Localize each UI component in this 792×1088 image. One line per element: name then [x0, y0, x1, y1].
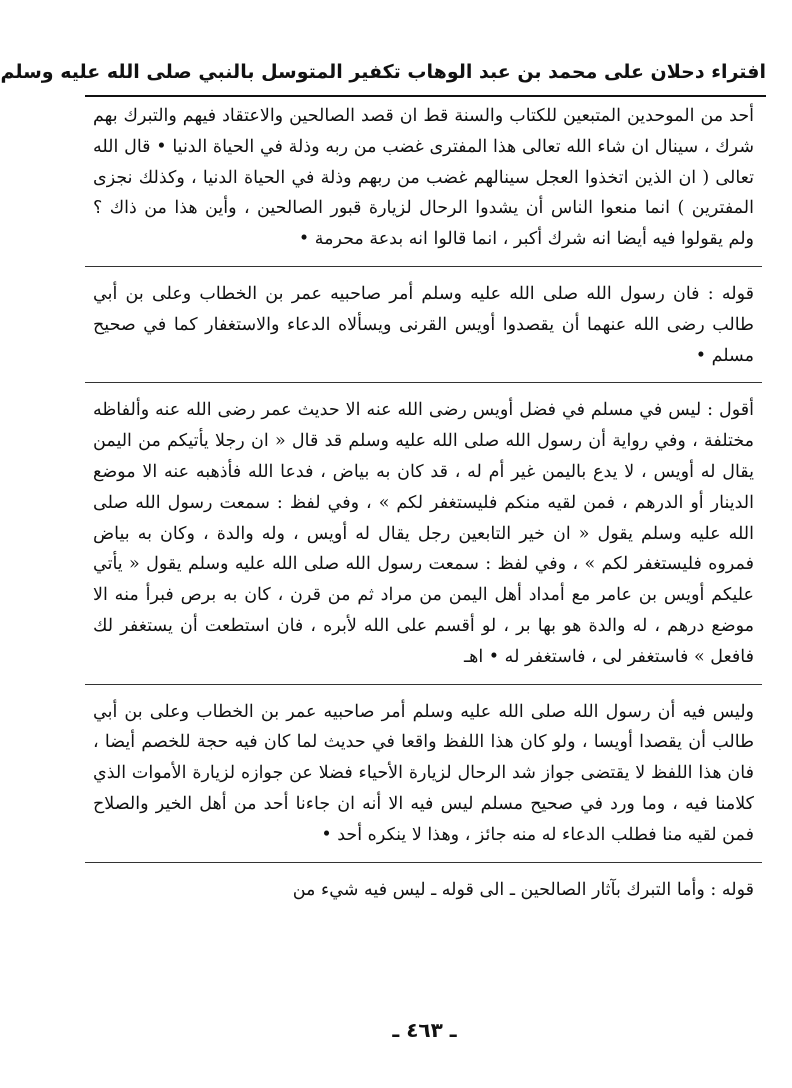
header-title: افتراء دحلان على محمد بن عبد الوهاب تكفير المتوسل بالنبي صلى الله عليه وسلم: [0, 61, 766, 83]
page-body: [93, 101, 754, 905]
paragraph-divider: [85, 266, 762, 267]
header-rule: [85, 95, 766, 97]
paragraph-1: أحد من الموحدين المتبعين للكتاب والسنة قط ان قصد الصالحين والاعتقاد فيهم والتبرك بهم شرك ، سينال ان شاء الله تعالى هذا المفترى غضب من ربه وذلة في الحياة الدنيا • قال الله تعالى ( ان الذين اتخذوا العجل سينالهم غضب من ربهم وذلة في الحياة الدنيا ، وكذلك نجزى المفترين ) انما منعوا الناس أن يشدوا الرحال لزيارة قبور الصالحين ، وأين هذا من ذاك ؟ ولم يقولوا فيه أيضا انه شرك أكبر ، انما قالوا انه بدعة محرمة •: [93, 106, 754, 250]
paragraph-divider: [85, 382, 762, 383]
page-number: ـ ٤٦٣ ـ: [392, 1018, 457, 1042]
paragraph-4: وليس فيه أن رسول الله صلى الله عليه وسلم أمر صاحبيه عمر بن الخطاب وعلى بن أبي طالب أن يقصدا أويسا ، ولو كان هذا اللفظ واقعا في حديث لما كان فيه حجة للخصم أيضا ، فان هذا اللفظ لا يقتضى جواز شد الرحال لزيارة الأحياء فضلا عن جوازه لزيارة الأموات الذي كلامنا فيه ، وما ورد في صحيح مسلم ليس فيه الا أنه ان جاءنا أحد من أهل الخير والصلاح فمن لقيه منا فطلب الدعاء له منه جائز ، وهذا لا ينكره أحد •: [93, 701, 754, 845]
running-header: [0, 52, 766, 92]
paragraph-3: أقول : ليس في مسلم في فضل أويس رضى الله عنه الا حديث عمر رضى الله عنه وألفاظه مختلفة ، وفي رواية أن رسول الله صلى الله عليه وسلم قد قال « ان رجلا يأتيكم من اليمن يقال له أويس ، لا يدع باليمن غير أم له ، قد كان به بياض ، فدعا الله فأذهبه عنه الا موضع الدينار أو الدرهم ، فمن لقيه منكم فليستغفر لكم » ، وفي لفظ : سمعت رسول الله صلى الله عليه وسلم يقول « ان خير التابعين رجل يقال له أويس ، وله والدة ، وكان به بياض فمروه فليستغفر لكم » ، وفي لفظ : سمعت رسول الله صلى الله عليه وسلم يقول « يأتي عليكم أويس بن عامر مع أمداد أهل اليمن من مراد ثم من قرن ، كان به برص فبرأ منه الا موضع درهم ، له والدة هو بها بر ، لو أقسم على الله لأبره ، فان استطعت أن يستغفر لك فافعل » فاستغفر لى ، فاستغفر له • اهـ: [93, 400, 754, 667]
paragraph-divider: [85, 862, 762, 863]
paragraph-2: قوله : فان رسول الله صلى الله عليه وسلم أمر صاحبيه عمر بن الخطاب وعلى بن أبي طالب رضى الله عنهما أن يقصدوا أويس القرنى ويسألاه الدعاء والاستغفار كما في صحيح مسلم •: [93, 283, 754, 366]
paragraph-divider: [85, 684, 762, 685]
paragraph-5: قوله : وأما التبرك بآثار الصالحين ـ الى قوله ـ ليس فيه شيء من: [292, 879, 754, 900]
